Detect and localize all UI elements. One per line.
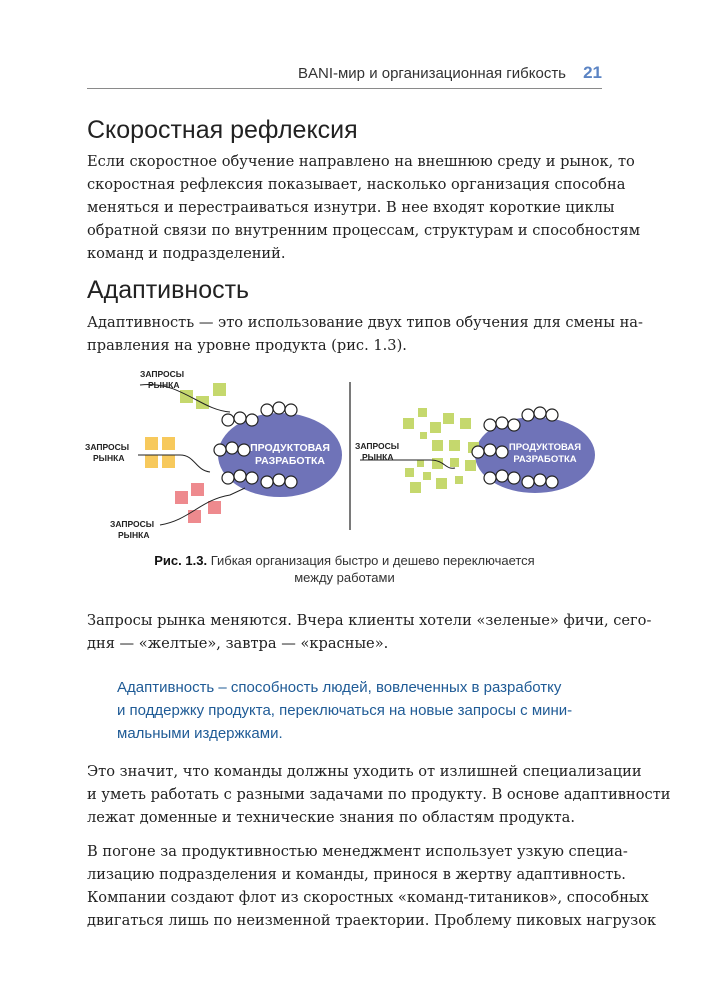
requests-label-1b: РЫНКА — [148, 380, 180, 390]
running-header — [87, 62, 602, 89]
text-line: меняться и перестраиваться изнутри. В нее входят короткие циклы — [87, 199, 615, 216]
team-label-right-line2: РАЗРАБОТКА — [513, 454, 577, 465]
caption-text: Гибкая организация быстро и дешево переключается — [207, 553, 535, 568]
paragraph-productivity — [87, 840, 657, 932]
text-line: Запросы рынка меняются. Вчера клиенты хотели «зеленые» фичи, сего- — [87, 612, 652, 629]
paragraph-specialization — [87, 760, 671, 829]
text-line: команд и подразделений. — [87, 245, 286, 262]
figure-caption — [87, 552, 602, 586]
requests-label-2b: РЫНКА — [93, 453, 125, 463]
paragraph-adaptivity — [87, 311, 643, 357]
green-requests — [180, 383, 226, 409]
text-line: двигаться лишь по неизменной траектории. Проблему пиковых нагрузок — [87, 912, 657, 929]
paragraph-speed-reflection — [87, 150, 641, 265]
caption-line2: между работами — [294, 570, 395, 585]
requests-label-3b: РЫНКА — [118, 530, 150, 540]
text-line: Адаптивность – способность людей, вовлеченных в разработку — [117, 679, 562, 696]
paragraph-market-requests — [87, 609, 652, 655]
figure-left-panel — [85, 369, 342, 540]
caption-label: Рис. 1.3. — [154, 553, 208, 568]
section-heading-adaptivity: Адаптивность — [87, 276, 250, 304]
text-line: В погоне за продуктивностью менеджмент использует узкую специа- — [87, 843, 628, 860]
text-line: Адаптивность — это использование двух типов обучения для смены на- — [87, 314, 643, 331]
callout-definition — [117, 676, 587, 745]
figure-1-3 — [80, 360, 620, 545]
text-line: мальными издержками. — [117, 725, 283, 742]
text-line: и уметь работать с разными задачами по продукту. В основе адаптивности — [87, 786, 671, 803]
running-title: BANI-мир и организационная гибкость — [297, 65, 566, 82]
requests-label-1a: ЗАПРОСЫ — [140, 369, 185, 379]
figure-right-panel — [355, 407, 595, 493]
section-heading-speed-reflection: Скоростная рефлексия — [87, 116, 358, 144]
text-line: скоростная рефлексия показывает, насколько организация способна — [87, 176, 626, 193]
requests-label-2a: ЗАПРОСЫ — [85, 442, 130, 452]
text-line: лежат доменные и технические знания по областям продукта. — [87, 809, 575, 826]
team-label-line1: ПРОДУКТОВАЯ — [250, 442, 330, 454]
text-line: Компании создают флот из скоростных «команд-титаников», способных — [87, 889, 649, 906]
text-line: и поддержку продукта, переключаться на новые запросы с мини- — [117, 702, 573, 719]
team-label-line2: РАЗРАБОТКА — [254, 455, 326, 467]
requests-label-right-b: РЫНКА — [362, 452, 394, 462]
requests-label-right-a: ЗАПРОСЫ — [355, 441, 400, 451]
requests-label-3a: ЗАПРОСЫ — [110, 519, 155, 529]
text-line: дня — «желтые», завтра — «красные». — [87, 635, 389, 652]
text-line: лизацию подразделения и команды, принося в жертву адаптивность. — [87, 866, 626, 883]
team-label-right-line1: ПРОДУКТОВАЯ — [508, 442, 582, 453]
red-requests — [175, 483, 221, 523]
text-line: правления на уровне продукта (рис. 1.3). — [87, 337, 407, 354]
yellow-requests — [145, 437, 175, 468]
text-line: Это значит, что команды должны уходить от излишней специализации — [87, 763, 642, 780]
page-number: 21 — [583, 63, 602, 82]
green-requests-right — [403, 408, 479, 493]
text-line: Если скоростное обучение направлено на внешнюю среду и рынок, то — [87, 153, 635, 170]
text-line: обратной связи по внутренним процессам, структурам и способностям — [87, 222, 641, 239]
